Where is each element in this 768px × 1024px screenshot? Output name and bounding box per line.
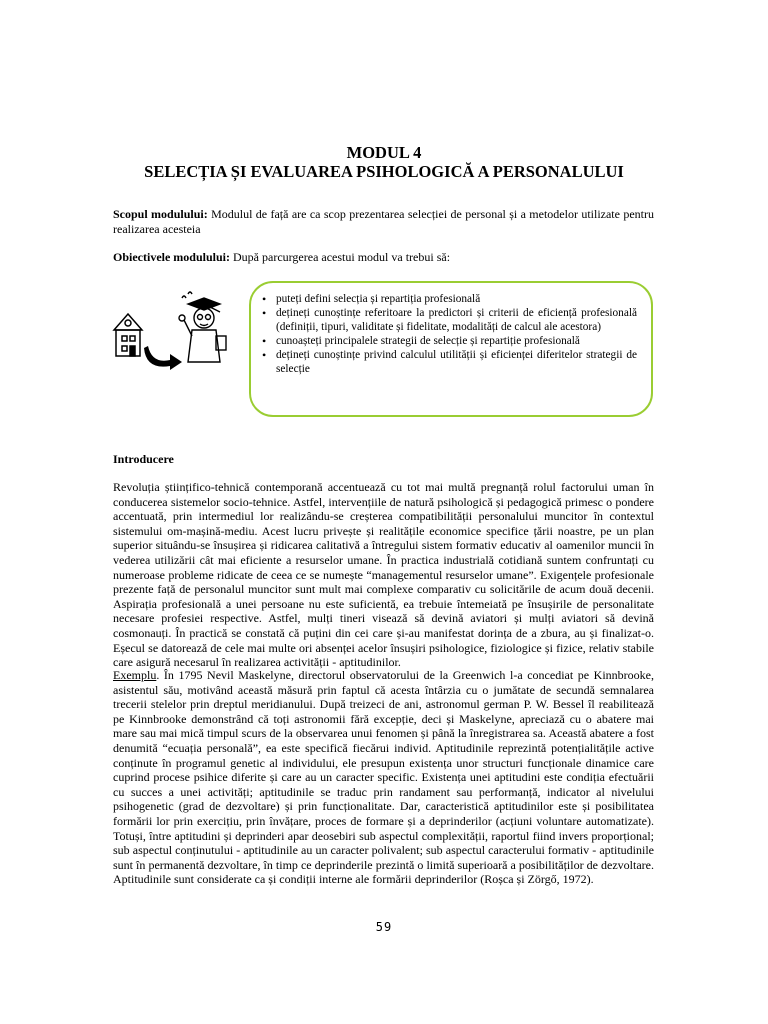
module-subtitle: SELECȚIA ȘI EVALUAREA PSIHOLOGICĂ A PERSONALULUI [144,162,624,181]
graduate-icon [179,292,226,362]
arrow-icon [144,346,182,370]
objectives-list [262,292,637,376]
module-title: MODUL 4 [346,143,422,162]
objective-item: • cunoașteți principalele strategii de selecție și repartiție profesională [262,334,637,348]
objectives-paragraph [113,250,654,265]
objective-item: • puteți defini selecția și repartiția profesională [262,292,637,306]
introduction-paragraph: Revoluția științifico-tehnică contemporană accentuează cu tot mai multă pregnanță rolul factorului uman în conducerea sistemelor socio-tehnice. Astfel, intervențiile de natură psihologică și pedagogică primesc o pondere accentuată, prin intermediul lor realizându-se creșterea compatibilității personalului muncitor în contextul sistemului om-mașină-mediu. Acest lucru privește și realitățile economice specifice țării noastre, pe un plan superior situându-se însușirea și ridicarea calitativă a întregului sistem formativ educativ al oamenilor muncii în vederea utilizării cât mai eficiente a resurselor umane. În practica industrială cotidiană suntem confruntați cu numeroase probleme ridicate de ceea ce se numește “managementul resurselor umane”. Exigențele profesionale prezente față de personalul muncitor sunt mult mai complexe comparativ cu solicitările de acum două decenii. Aspirația profesională a unei persoane nu este suficientă, ea trebuie întemeiată pe însușirile de personalitate necesare profesiei respective. Astfel, mulți tineri visează să devină aviatori și mulți aviatori să devină cosmonauți. În practică se constată că puțini din cei care și-au manifestat dorința de a zbura, au și finalizat-o. Eșecul se datorează de cele mai multe ori absenței acelor însușiri psihologice, fiziologice și fizice, relativ stabile care asigură necesarul în realizarea activității - aptitudinilor. [113,480,654,670]
example-text: . În 1795 Nevil Maskelyne, directorul observatorului de la Greenwich l-a concediat pe Kinnbrooke, asistentul său, motivând această măsură prin faptul că acesta întârzia cu o jumătate de secundă semnalarea trecerii stelelor prin dreptul meridianului. După treizeci de ani, astronomul german P. W. Bessel îl reabilitează pe Kinnbrooke demonstrând că toți astronomii fără excepție, deci și Maskelyne, apreciază cu o abatere mai mare sau mai mică timpul scurs de la observarea unui fenomen și până la înregistrarea sa. Această abatere a fost denumită “ecuația personală”, ea este specifică fiecărui individ. Aptitudinile reprezintă potențialitățile active conținute în programul genetic al individului, ele presupun existența unor structuri funcționale dinamice care cuprind procese psihice diferite și care au un caracter specific. Existența unei aptitudini este condiția efectuării cu succes a unei activități; aptitudinile se traduc prin randament sau performanță, indicator al nivelului psihogenetic (grad de dezvoltare) și prin funcționalitate. Dar, caracteristică aptitudinilor este și posibilitatea formării lor prin exercițiu, prin învățare, proces de formare și a deprinderilor (acțiuni voluntare automatizate). Totuși, între aptitudini și deprinderi apar deosebiri sub aspectul complexității, raportul fiind invers proporțional; sub aspectul conținutului - aptitudinile au un caracter polivalent; sub aspectul caracterului formativ - aptitudinile sunt în permanentă dezvoltare, în timp ce deprinderile prezintă o limită superioară a posibilităților de dezvoltare. Aptitudinile sunt considerate ca și condiții interne ale formării deprinderilor (Roșca și Zörgő, 1972). [113,668,654,887]
objective-item: • dețineți cunoștințe referitoare la predictori și criterii de eficiență profesională (definiții, tipuri, validitate și fidelitate, modalități de calcul ale acestora) [262,306,637,334]
objectives-label: Obiectivele modulului: [113,250,230,264]
scope-text: Modulul de față are ca scop prezentarea selecției de personal și a metodelor utilizate pentru realizarea acesteia [113,207,654,236]
scope-label: Scopul modulului: [113,207,208,221]
objectives-text: După parcurgerea acestui modul va trebui să: [230,250,451,264]
example-paragraph [113,668,654,887]
objective-item: • dețineți cunoștințe privind calculul utilității și eficienței diferitelor strategii de selecție [262,348,637,376]
scope-paragraph [113,207,654,236]
introduction-heading: Introducere [113,452,174,466]
module-illustration [112,290,232,370]
page-number: 59 [375,920,393,934]
school-building-icon [114,314,142,356]
example-label: Exemplu [113,668,157,682]
